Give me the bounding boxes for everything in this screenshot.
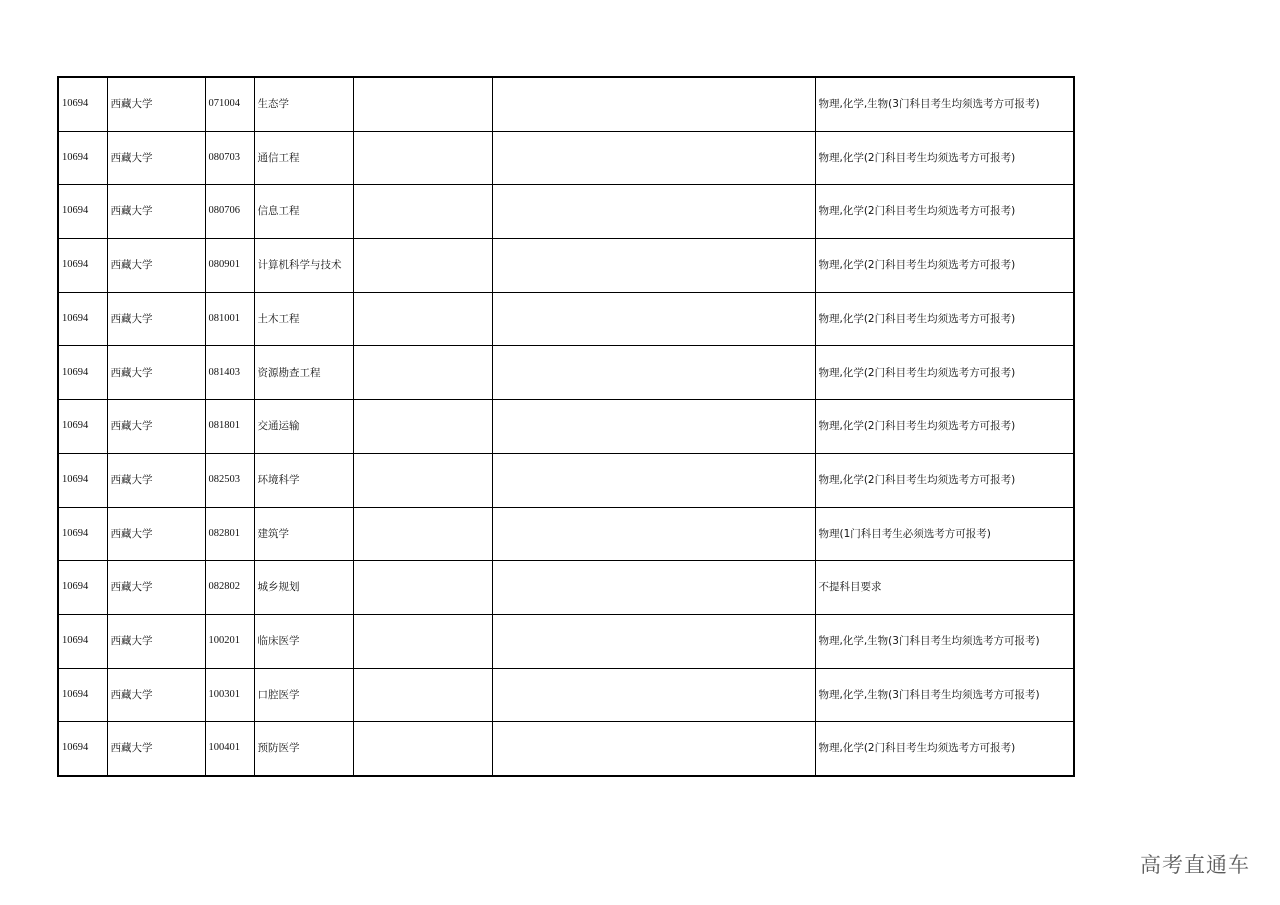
table-row (58, 453, 1074, 507)
school-code-cell: 10694 (58, 239, 107, 293)
major-code-cell: 082802 (205, 561, 254, 615)
table-row (58, 292, 1074, 346)
requirements-table (57, 76, 1075, 777)
subject-requirement-cell: 物理,化学(2门科目考生均须选考方可报考) (815, 400, 1074, 454)
empty-cell (492, 77, 815, 131)
empty-cell (492, 614, 815, 668)
empty-cell (492, 453, 815, 507)
table-row (58, 507, 1074, 561)
school-name-cell: 西藏大学 (107, 185, 205, 239)
subject-requirement-cell: 物理(1门科目考生必须选考方可报考) (815, 507, 1074, 561)
school-name-cell: 西藏大学 (107, 77, 205, 131)
major-code-cell: 081403 (205, 346, 254, 400)
major-name-cell: 生态学 (254, 77, 353, 131)
school-code-cell: 10694 (58, 614, 107, 668)
subject-requirement-cell: 物理,化学(2门科目考生均须选考方可报考) (815, 453, 1074, 507)
subject-requirement-cell: 物理,化学(2门科目考生均须选考方可报考) (815, 239, 1074, 293)
empty-cell (353, 185, 492, 239)
table-row (58, 722, 1074, 776)
empty-cell (353, 292, 492, 346)
school-name-cell: 西藏大学 (107, 453, 205, 507)
major-name-cell: 资源勘查工程 (254, 346, 353, 400)
empty-cell (492, 346, 815, 400)
school-name-cell: 西藏大学 (107, 614, 205, 668)
subject-requirement-cell: 物理,化学(2门科目考生均须选考方可报考) (815, 131, 1074, 185)
major-name-cell: 环境科学 (254, 453, 353, 507)
school-name-cell: 西藏大学 (107, 131, 205, 185)
major-name-cell: 信息工程 (254, 185, 353, 239)
school-code-cell: 10694 (58, 453, 107, 507)
empty-cell (492, 239, 815, 293)
school-code-cell: 10694 (58, 346, 107, 400)
empty-cell (492, 292, 815, 346)
school-name-cell: 西藏大学 (107, 292, 205, 346)
school-name-cell: 西藏大学 (107, 507, 205, 561)
table-body (58, 77, 1074, 776)
empty-cell (492, 668, 815, 722)
major-name-cell: 通信工程 (254, 131, 353, 185)
school-code-cell: 10694 (58, 292, 107, 346)
school-code-cell: 10694 (58, 131, 107, 185)
school-name-cell: 西藏大学 (107, 400, 205, 454)
major-code-cell: 100401 (205, 722, 254, 776)
major-name-cell: 土木工程 (254, 292, 353, 346)
major-name-cell: 口腔医学 (254, 668, 353, 722)
school-name-cell: 西藏大学 (107, 668, 205, 722)
empty-cell (492, 131, 815, 185)
major-code-cell: 100201 (205, 614, 254, 668)
table-row (58, 561, 1074, 615)
subject-requirement-cell: 物理,化学,生物(3门科目考生均须选考方可报考) (815, 614, 1074, 668)
empty-cell (353, 453, 492, 507)
subject-requirement-cell: 物理,化学(2门科目考生均须选考方可报考) (815, 346, 1074, 400)
table-row (58, 239, 1074, 293)
subject-requirement-cell: 不提科目要求 (815, 561, 1074, 615)
empty-cell (492, 561, 815, 615)
subject-requirement-cell: 物理,化学(2门科目考生均须选考方可报考) (815, 292, 1074, 346)
empty-cell (353, 400, 492, 454)
major-name-cell: 交通运输 (254, 400, 353, 454)
subject-requirement-cell: 物理,化学,生物(3门科目考生均须选考方可报考) (815, 668, 1074, 722)
school-name-cell: 西藏大学 (107, 239, 205, 293)
empty-cell (353, 346, 492, 400)
major-code-cell: 080703 (205, 131, 254, 185)
empty-cell (492, 400, 815, 454)
empty-cell (353, 239, 492, 293)
major-name-cell: 预防医学 (254, 722, 353, 776)
empty-cell (353, 561, 492, 615)
subject-requirement-cell: 物理,化学(2门科目考生均须选考方可报考) (815, 185, 1074, 239)
empty-cell (353, 668, 492, 722)
watermark-text: 高考直通车 (1140, 853, 1250, 877)
major-code-cell: 082503 (205, 453, 254, 507)
school-code-cell: 10694 (58, 77, 107, 131)
major-code-cell: 080901 (205, 239, 254, 293)
school-name-cell: 西藏大学 (107, 722, 205, 776)
empty-cell (492, 185, 815, 239)
table-row (58, 346, 1074, 400)
school-name-cell: 西藏大学 (107, 561, 205, 615)
subject-requirement-cell: 物理,化学(2门科目考生均须选考方可报考) (815, 722, 1074, 776)
table-row (58, 400, 1074, 454)
school-name-cell: 西藏大学 (107, 346, 205, 400)
major-name-cell: 计算机科学与技术 (254, 239, 353, 293)
major-name-cell: 临床医学 (254, 614, 353, 668)
empty-cell (353, 722, 492, 776)
major-code-cell: 100301 (205, 668, 254, 722)
school-code-cell: 10694 (58, 400, 107, 454)
table-row (58, 77, 1074, 131)
major-name-cell: 建筑学 (254, 507, 353, 561)
empty-cell (353, 507, 492, 561)
empty-cell (353, 77, 492, 131)
table-row (58, 131, 1074, 185)
empty-cell (353, 614, 492, 668)
major-code-cell: 080706 (205, 185, 254, 239)
major-code-cell: 081001 (205, 292, 254, 346)
table-row (58, 668, 1074, 722)
empty-cell (492, 507, 815, 561)
major-code-cell: 082801 (205, 507, 254, 561)
major-name-cell: 城乡规划 (254, 561, 353, 615)
major-code-cell: 071004 (205, 77, 254, 131)
school-code-cell: 10694 (58, 722, 107, 776)
school-code-cell: 10694 (58, 668, 107, 722)
school-code-cell: 10694 (58, 185, 107, 239)
major-code-cell: 081801 (205, 400, 254, 454)
empty-cell (492, 722, 815, 776)
table-row (58, 185, 1074, 239)
subject-requirement-cell: 物理,化学,生物(3门科目考生均须选考方可报考) (815, 77, 1074, 131)
empty-cell (353, 131, 492, 185)
table-row (58, 614, 1074, 668)
school-code-cell: 10694 (58, 561, 107, 615)
school-code-cell: 10694 (58, 507, 107, 561)
